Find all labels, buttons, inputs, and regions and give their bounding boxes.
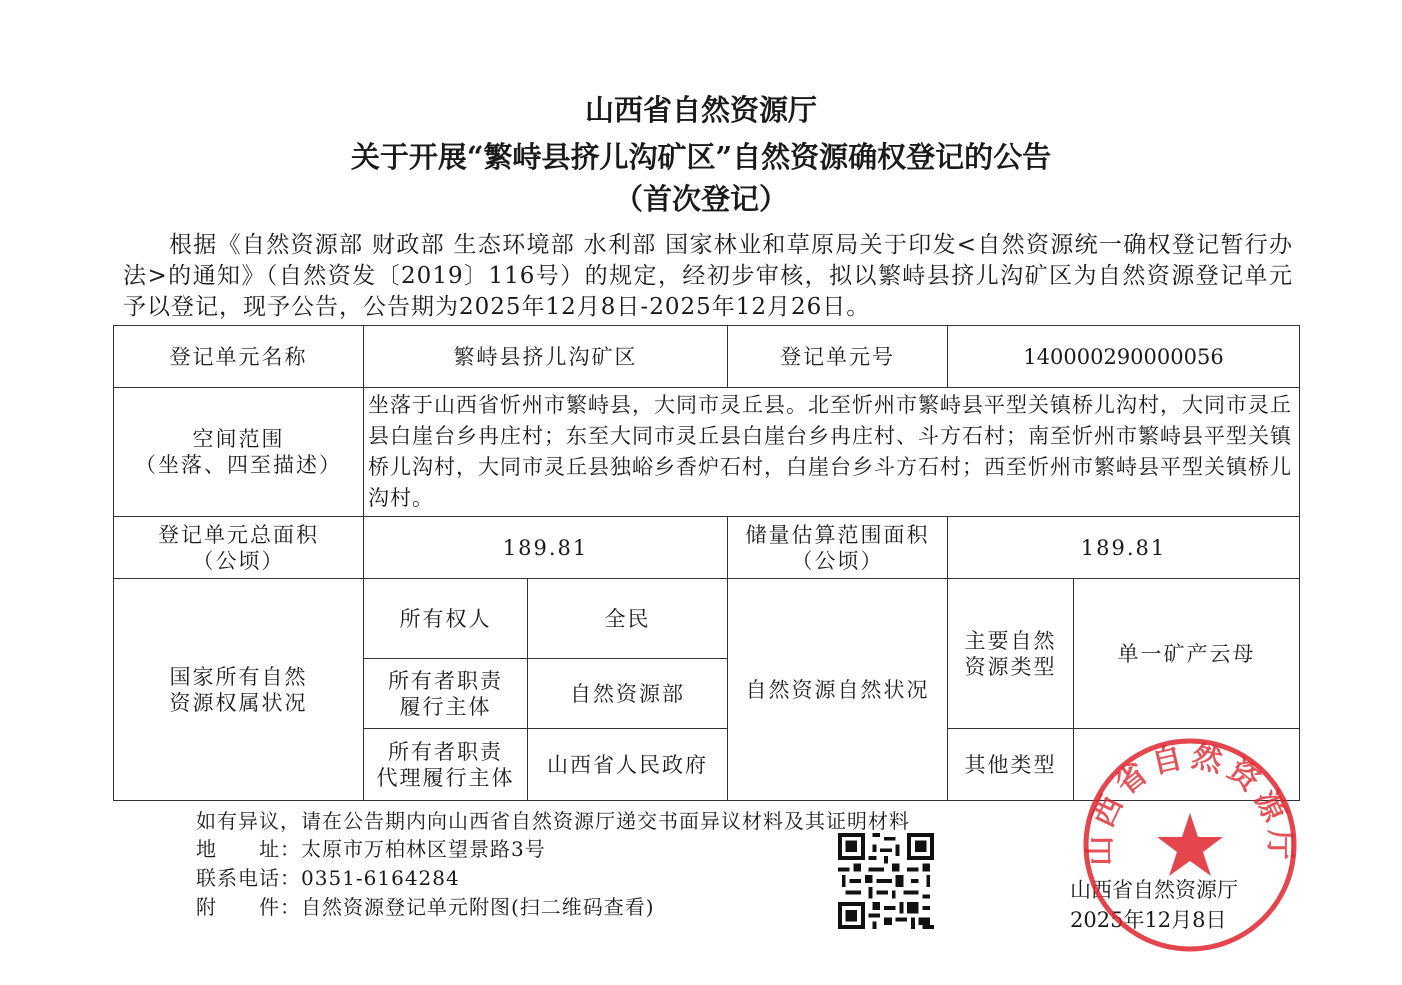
intro-paragraph: 根据《自然资源部 财政部 生态环境部 水利部 国家林业和草原局关于印发<自然资源统一确权登记暂行办法>的通知》（自然资发〔2019〕116号）的规定，经初步审核，拟以繁峙县挤儿沟矿区为自然资源登记单元予以登记，现予公告，公告期为2025年12月8日-2025年12月26日。	[123, 232, 1293, 320]
footer-address: 地 址：太原市万柏林区望景路3号	[196, 837, 546, 861]
duty-label-line-2: 履行主体	[399, 694, 492, 719]
reserve-area-label-line-2: （公顷）	[791, 548, 884, 573]
owner-label: 所有权人	[364, 579, 528, 659]
duty-label-line-1: 所有者职责	[388, 668, 503, 693]
scope-label-line-1: 空间范围	[192, 427, 285, 451]
unit-name-label: 登记单元名称	[114, 326, 364, 388]
svg-text:山西省自然资源厅: 山西省自然资源厅	[1082, 738, 1298, 866]
signature-org: 山西省自然资源厅	[1070, 878, 1238, 902]
agent-value: 山西省人民政府	[528, 729, 728, 801]
reserve-area-label-line-1: 储量估算范围面积	[745, 522, 930, 547]
main-type-label-line-2: 资源类型	[964, 654, 1057, 679]
unit-no-value: 140000290000056	[948, 326, 1300, 388]
scope-label	[114, 388, 364, 517]
scope-label-line-2: （坐落、四至描述）	[135, 453, 342, 477]
total-area-label-line-2: （公顷）	[192, 548, 285, 573]
qr-code-icon[interactable]	[838, 833, 934, 929]
unit-name-value: 繁峙县挤儿沟矿区	[364, 326, 728, 388]
footer-phone: 联系电话：0351-6164284	[196, 866, 460, 890]
agent-label	[364, 729, 528, 801]
main-type-label-line-1: 主要自然	[964, 628, 1057, 653]
ownership-label-line-2: 资源权属状况	[169, 690, 308, 715]
total-area-value: 189.81	[364, 517, 728, 579]
agent-label-line-1: 所有者职责	[388, 739, 503, 764]
title-line-2: 关于开展“繁峙县挤儿沟矿区”自然资源确权登记的公告	[350, 140, 1052, 174]
ownership-label-line-1: 国家所有自然	[169, 664, 308, 689]
reserve-area-value: 189.81	[948, 517, 1300, 579]
footer-attachment: 附 件：自然资源登记单元附图(扫二维码查看)	[196, 895, 655, 919]
duty-value: 自然资源部	[528, 659, 728, 729]
registration-table	[113, 325, 1300, 801]
duty-label	[364, 659, 528, 729]
footer-objection: 如有异议，请在公告期内向山西省自然资源厅递交书面异议材料及其证明材料	[196, 809, 910, 833]
main-type-label	[948, 579, 1074, 729]
unit-no-label: 登记单元号	[728, 326, 948, 388]
main-type-value: 单一矿产云母	[1074, 579, 1300, 729]
title-line-3: （首次登记）	[613, 182, 788, 216]
nature-label: 自然资源自然状况	[728, 579, 948, 801]
title-line-1: 山西省自然资源厅	[584, 93, 817, 127]
ownership-label	[114, 579, 364, 801]
signature-date: 2025年12月8日	[1070, 908, 1227, 932]
scope-value: 坐落于山西省忻州市繁峙县，大同市灵丘县。北至忻州市繁峙县平型关镇桥儿沟村，大同市灵丘县白崖台乡冉庄村；东至大同市灵丘县白崖台乡冉庄村、斗方石村；南至忻州市繁峙县平型关镇桥儿沟村，大同市灵丘县独峪乡香炉石村，白崖台乡斗方石村；西至忻州市繁峙县平型关镇桥儿沟村。	[364, 388, 1300, 517]
reserve-area-label	[728, 517, 948, 579]
agent-label-line-2: 代理履行主体	[376, 765, 515, 790]
total-area-label-line-1: 登记单元总面积	[158, 522, 319, 547]
total-area-label	[114, 517, 364, 579]
other-type-label: 其他类型	[948, 729, 1074, 801]
other-type-value	[1074, 729, 1300, 801]
owner-value: 全民	[528, 579, 728, 659]
